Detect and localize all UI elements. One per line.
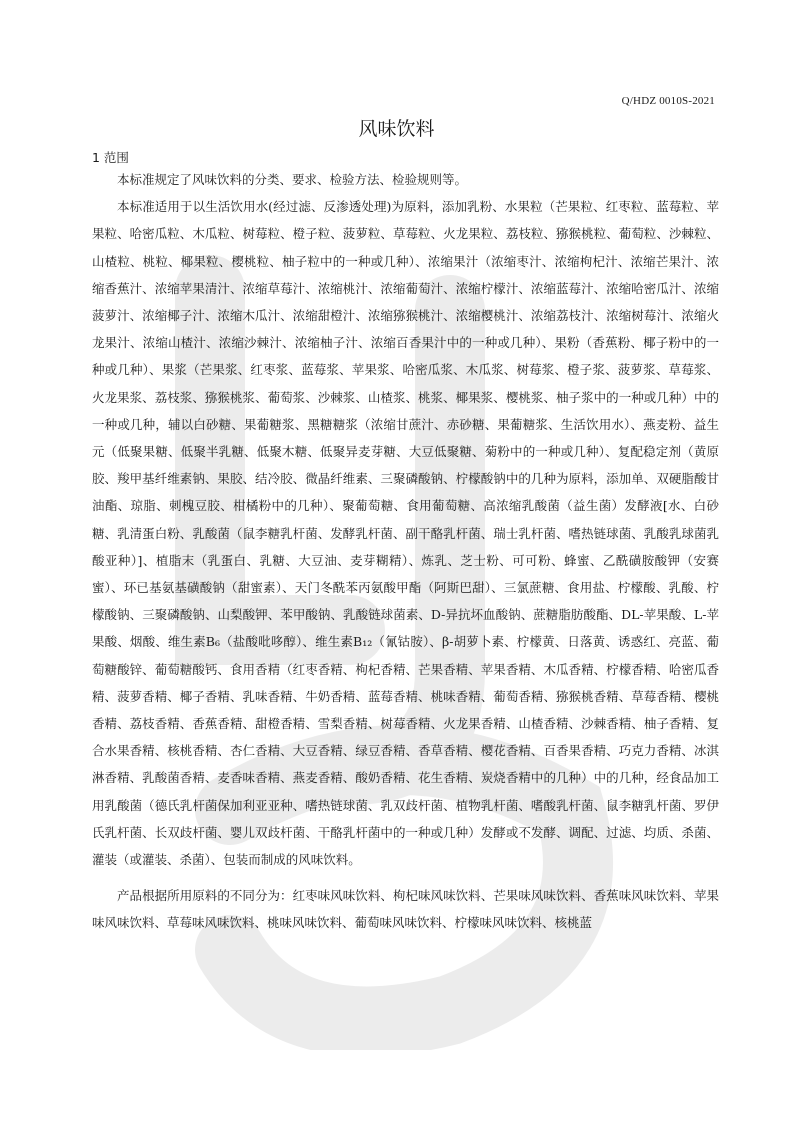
paragraph-scope-intro: 本标准规定了风味饮料的分类、要求、检验方法、检验规则等。 [117,172,468,187]
document-body [92,166,719,937]
document-code: Q/HDZ 0010S-2021 [621,95,715,107]
document-title: 风味饮料 [358,118,435,140]
paragraph-classification: 产品根据所用原料的不同分为：红枣味风味饮料、枸杞味风味饮料、芒果味风味饮料、香蕉味风味饮料、苹果味风味饮料、草莓味风味饮料、桃味风味饮料、葡萄味风味饮料、柠檬味风味饮料、核桃蓝 [92,888,719,931]
section-heading: 1 范围 [92,150,129,165]
paragraph-applicability: 本标准适用于以生活饮用水(经过滤、反渗透处理)为原料，添加乳粉、水果粒（芒果粒、红枣粒、蓝莓粒、苹果粒、哈密瓜粒、木瓜粒、树莓粒、橙子粒、菠萝粒、草莓粒、火龙果粒、荔枝粒、猕猴桃粒、葡萄粒、沙棘粒、山楂粒、桃粒、椰果粒、樱桃粒、柚子粒中的一种或几种）、浓缩果汁（浓缩枣汁、浓缩枸杞汁、浓缩芒果汁、浓缩香蕉汁、浓缩苹果清汁、浓缩草莓汁、浓缩桃汁、浓缩葡萄汁、浓缩柠檬汁、浓缩蓝莓汁、浓缩哈密瓜汁、浓缩菠萝汁、浓缩椰子汁、浓缩木瓜汁、浓缩甜橙汁、浓缩猕猴桃汁、浓缩樱桃汁、浓缩荔枝汁、浓缩树莓汁、浓缩火龙果汁、浓缩山楂汁、浓缩沙棘汁、浓缩柚子汁、浓缩百香果汁中的一种或几种）、果粉（香蕉粉、椰子粉中的一种或几种）、果浆（芒果浆、红枣浆、蓝莓浆、苹果浆、哈密瓜浆、木瓜浆、树莓浆、橙子浆、菠萝浆、草莓浆、火龙果浆、荔枝浆、猕猴桃浆、葡萄浆、沙棘浆、山楂浆、桃浆、椰果浆、樱桃浆、柚子浆中的一种或几种）中的一种或几种，辅以白砂糖、果葡糖浆、黑糖糖浆（浓缩甘蔗汁、赤砂糖、果葡糖浆、生活饮用水）、燕麦粉、益生元（低聚果糖、低聚半乳糖、低聚木糖、低聚异麦芽糖、大豆低聚糖、菊粉中的一种或几种）、复配稳定剂（黄原胶、羧甲基纤维素钠、果胶、结冷胶、微晶纤维素、三聚磷酸钠、柠檬酸钠中的几种为原料，添加单、双硬脂酸甘油酯、琼脂、刺槐豆胶、柑橘粉中的几种）、聚葡萄糖、食用葡萄糖、高浓缩乳酸菌（益生菌）发酵液[水、白砂糖、乳清蛋白粉、乳酸菌（鼠李糖乳杆菌、发酵乳杆菌、副干酪乳杆菌、瑞士乳杆菌、嗜热链球菌、乳酸乳球菌乳酸亚种）]、植脂末（乳蛋白、乳糖、大豆油、麦芽糊精）、炼乳、芝士粉、可可粉、蜂蜜、乙酰磺胺酸钾（安赛蜜）、环已基氨基磺酸钠（甜蜜素）、天门冬酰苯丙氨酸甲酯（阿斯巴甜）、三氯蔗糖、食用盐、柠檬酸、乳酸、柠檬酸钠、三聚磷酸钠、山梨酸钾、苯甲酸钠、乳酸链球菌素、D-异抗坏血酸钠、蔗糖脂肪酸酯、DL-苹果酸、L-苹果酸、烟酸、维生素B₆（盐酸吡哆醇）、维生素B₁₂（氰钴胺）、β-胡萝卜素、柠檬黄、日落黄、诱惑红、亮蓝、葡萄糖酸锌、葡萄糖酸钙、食用香精（红枣香精、枸杞香精、芒果香精、苹果香精、木瓜香精、柠檬香精、哈密瓜香精、菠萝香精、椰子香精、乳味香精、牛奶香精、蓝莓香精、桃味香精、葡萄香精、猕猴桃香精、草莓香精、樱桃香精、荔枝香精、香蕉香精、甜橙香精、雪梨香精、树莓香精、火龙果香精、山楂香精、沙棘香精、柚子香精、复合水果香精、核桃香精、杏仁香精、大豆香精、绿豆香精、香草香精、樱花香精、百香果香精、巧克力香精、冰淇淋香精、乳酸菌香精、麦香味香精、燕麦香精、酸奶香精、花生香精、炭烧香精中的几种）中的几种，经食品加工用乳酸菌（德氏乳杆菌保加利亚亚种、嗜热链球菌、乳双歧杆菌、植物乳杆菌、嗜酸乳杆菌、鼠李糖乳杆菌、罗伊氏乳杆菌、长双歧杆菌、婴儿双歧杆菌、干酪乳杆菌中的一种或几种）发酵或不发酵、调配、过滤、均质、杀菌、灌装（或灌装、杀菌）、包装而制成的风味饮料。 [92,199,719,868]
